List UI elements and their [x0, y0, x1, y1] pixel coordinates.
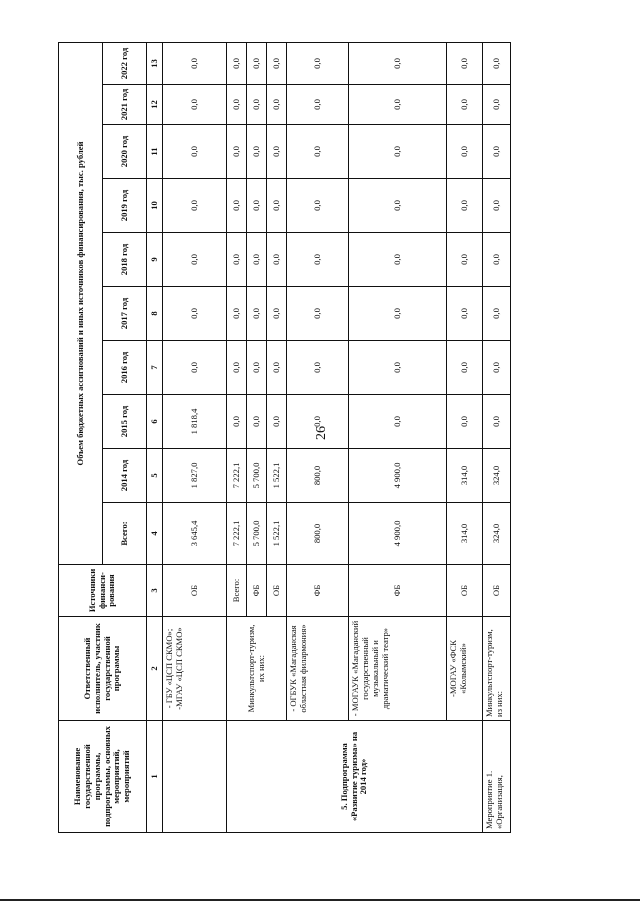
- value-cell: 0,0: [227, 42, 247, 84]
- value-cell: 0,0: [247, 179, 267, 233]
- value-cell: 4 900,0: [349, 503, 447, 565]
- value-cell: 0,0: [267, 395, 287, 449]
- value-cell: 0,0: [267, 287, 287, 341]
- event-name-cell: Мероприятие 1. «Организация,: [483, 721, 511, 833]
- source-cell: Всего:: [227, 565, 247, 617]
- value-cell: 0,0: [349, 179, 447, 233]
- budget-table-rotated: [58, 43, 504, 833]
- value-cell: 324,0: [483, 503, 511, 565]
- executor-cell: Минкультспорт-туризм, из них:: [483, 617, 511, 721]
- col-number: 8: [147, 287, 163, 341]
- value-cell: 0,0: [349, 287, 447, 341]
- value-cell: 0,0: [287, 233, 349, 287]
- source-cell: ОБ: [483, 565, 511, 617]
- value-cell: 0,0: [227, 287, 247, 341]
- header-year-2019: 2019 год: [103, 179, 147, 233]
- header-year-2016: 2016 год: [103, 341, 147, 395]
- header-year-2014: 2014 год: [103, 449, 147, 503]
- value-cell: 0,0: [447, 42, 483, 84]
- table-row: [227, 42, 247, 832]
- value-cell: 0,0: [247, 42, 267, 84]
- source-cell: ОБ: [447, 565, 483, 617]
- value-cell: 0,0: [349, 341, 447, 395]
- value-cell: 7 222,1: [227, 503, 247, 565]
- header-total: Всего:: [103, 503, 147, 565]
- executor-cell: -МОГАУ «ФСК «Колымский»: [447, 617, 483, 721]
- value-cell: 0,0: [267, 341, 287, 395]
- budget-table: [58, 42, 511, 833]
- value-cell: 0,0: [247, 395, 267, 449]
- value-cell: 0,0: [349, 42, 447, 84]
- header-year-2017: 2017 год: [103, 287, 147, 341]
- value-cell: 0,0: [287, 179, 349, 233]
- value-cell: 800,0: [287, 449, 349, 503]
- value-cell: 0,0: [483, 179, 511, 233]
- value-cell: 0,0: [267, 42, 287, 84]
- value-cell: 0,0: [447, 125, 483, 179]
- value-cell: 0,0: [247, 85, 267, 125]
- value-cell: 0,0: [447, 85, 483, 125]
- col-number: 9: [147, 233, 163, 287]
- value-cell: 0,0: [287, 125, 349, 179]
- header-funding-source: Источники финанси-рования: [59, 565, 147, 617]
- value-cell: 0,0: [163, 341, 227, 395]
- value-cell: 0,0: [287, 395, 349, 449]
- value-cell: 3 645,4: [163, 503, 227, 565]
- col-number: 1: [147, 721, 163, 833]
- table-row: [287, 42, 349, 832]
- header-year-2015: 2015 год: [103, 395, 147, 449]
- value-cell: 0,0: [287, 42, 349, 84]
- value-cell: 0,0: [267, 125, 287, 179]
- value-cell: 0,0: [447, 179, 483, 233]
- value-cell: 0,0: [247, 341, 267, 395]
- value-cell: 0,0: [163, 233, 227, 287]
- value-cell: 1 522,1: [267, 503, 287, 565]
- value-cell: 0,0: [247, 233, 267, 287]
- value-cell: 314,0: [447, 449, 483, 503]
- value-cell: 7 222,1: [227, 449, 247, 503]
- value-cell: 0,0: [247, 287, 267, 341]
- value-cell: 0,0: [483, 341, 511, 395]
- subprogram-name-cell: 5. Подпрограмма «Развитие туризма» на 2014 год»: [227, 721, 483, 833]
- page-bottom-rule: [0, 899, 640, 901]
- value-cell: 0,0: [227, 179, 247, 233]
- value-cell: 1 522,1: [267, 449, 287, 503]
- value-cell: 0,0: [287, 287, 349, 341]
- col-number: 2: [147, 617, 163, 721]
- value-cell: 0,0: [163, 125, 227, 179]
- value-cell: 0,0: [227, 125, 247, 179]
- source-cell: ОБ: [163, 565, 227, 617]
- header-year-2018: 2018 год: [103, 233, 147, 287]
- value-cell: 0,0: [267, 233, 287, 287]
- col-number: 11: [147, 125, 163, 179]
- col-number: 3: [147, 565, 163, 617]
- value-cell: 0,0: [163, 85, 227, 125]
- value-cell: 0,0: [483, 125, 511, 179]
- column-number-row: [147, 42, 163, 832]
- value-cell: 5 700,0: [247, 503, 267, 565]
- value-cell: 0,0: [483, 42, 511, 84]
- header-year-2022: 2022 год: [103, 42, 147, 84]
- value-cell: 0,0: [227, 395, 247, 449]
- value-cell: 1 818,4: [163, 395, 227, 449]
- value-cell: 0,0: [483, 233, 511, 287]
- value-cell: 324,0: [483, 449, 511, 503]
- table-row: [483, 42, 511, 832]
- value-cell: 1 827,0: [163, 449, 227, 503]
- page-number: 26: [314, 426, 329, 440]
- col-number: 13: [147, 42, 163, 84]
- table-row: [447, 42, 483, 832]
- value-cell: 0,0: [163, 287, 227, 341]
- value-cell: 0,0: [287, 341, 349, 395]
- value-cell: 0,0: [483, 395, 511, 449]
- value-cell: 0,0: [267, 179, 287, 233]
- col-number: 4: [147, 503, 163, 565]
- value-cell: 5 700,0: [247, 449, 267, 503]
- executor-cell: - ГБУ «ЦСП СКМО»; -МГАУ «ЦСП СКМО»: [163, 617, 227, 721]
- value-cell: 0,0: [267, 85, 287, 125]
- program-name-cell: [163, 721, 227, 833]
- value-cell: 0,0: [447, 287, 483, 341]
- value-cell: 0,0: [483, 287, 511, 341]
- value-cell: 0,0: [163, 179, 227, 233]
- value-cell: 800,0: [287, 503, 349, 565]
- table-row: [163, 42, 227, 832]
- value-cell: 0,0: [227, 85, 247, 125]
- header-year-2020: 2020 год: [103, 125, 147, 179]
- executor-cell: Минкультспорт-туризм, их них:: [227, 617, 287, 721]
- value-cell: 0,0: [287, 85, 349, 125]
- col-number: 7: [147, 341, 163, 395]
- header-budget-group: Объем бюджетных ассигнований и иных источников финансирования, тыс. рублей: [59, 42, 103, 564]
- value-cell: 0,0: [227, 341, 247, 395]
- value-cell: 0,0: [349, 85, 447, 125]
- col-number: 6: [147, 395, 163, 449]
- source-cell: ФБ: [349, 565, 447, 617]
- value-cell: 0,0: [349, 125, 447, 179]
- value-cell: 0,0: [227, 233, 247, 287]
- value-cell: 4 900,0: [349, 449, 447, 503]
- value-cell: 0,0: [447, 395, 483, 449]
- value-cell: 0,0: [447, 341, 483, 395]
- value-cell: 0,0: [349, 395, 447, 449]
- source-cell: ФБ: [247, 565, 267, 617]
- executor-cell: - МОГАУК «Магаданский государственный музыкальный и драматический театр»: [349, 617, 447, 721]
- header-program-name: Наименование государственной программы, подпрограммы, основных мероприятий, мероприятий: [59, 721, 147, 833]
- table-row: [349, 42, 447, 832]
- col-number: 10: [147, 179, 163, 233]
- value-cell: 314,0: [447, 503, 483, 565]
- col-number: 5: [147, 449, 163, 503]
- executor-cell: - ОГБУК «Магаданская областная филармония»: [287, 617, 349, 721]
- header-executor: Ответственный исполнитель, участник государственной программы: [59, 617, 147, 721]
- col-number: 12: [147, 85, 163, 125]
- value-cell: 0,0: [349, 233, 447, 287]
- value-cell: 0,0: [483, 85, 511, 125]
- header-year-2021: 2021 год: [103, 85, 147, 125]
- value-cell: 0,0: [447, 233, 483, 287]
- source-cell: ОБ: [267, 565, 287, 617]
- source-cell: ФБ: [287, 565, 349, 617]
- value-cell: 0,0: [163, 42, 227, 84]
- value-cell: 0,0: [247, 125, 267, 179]
